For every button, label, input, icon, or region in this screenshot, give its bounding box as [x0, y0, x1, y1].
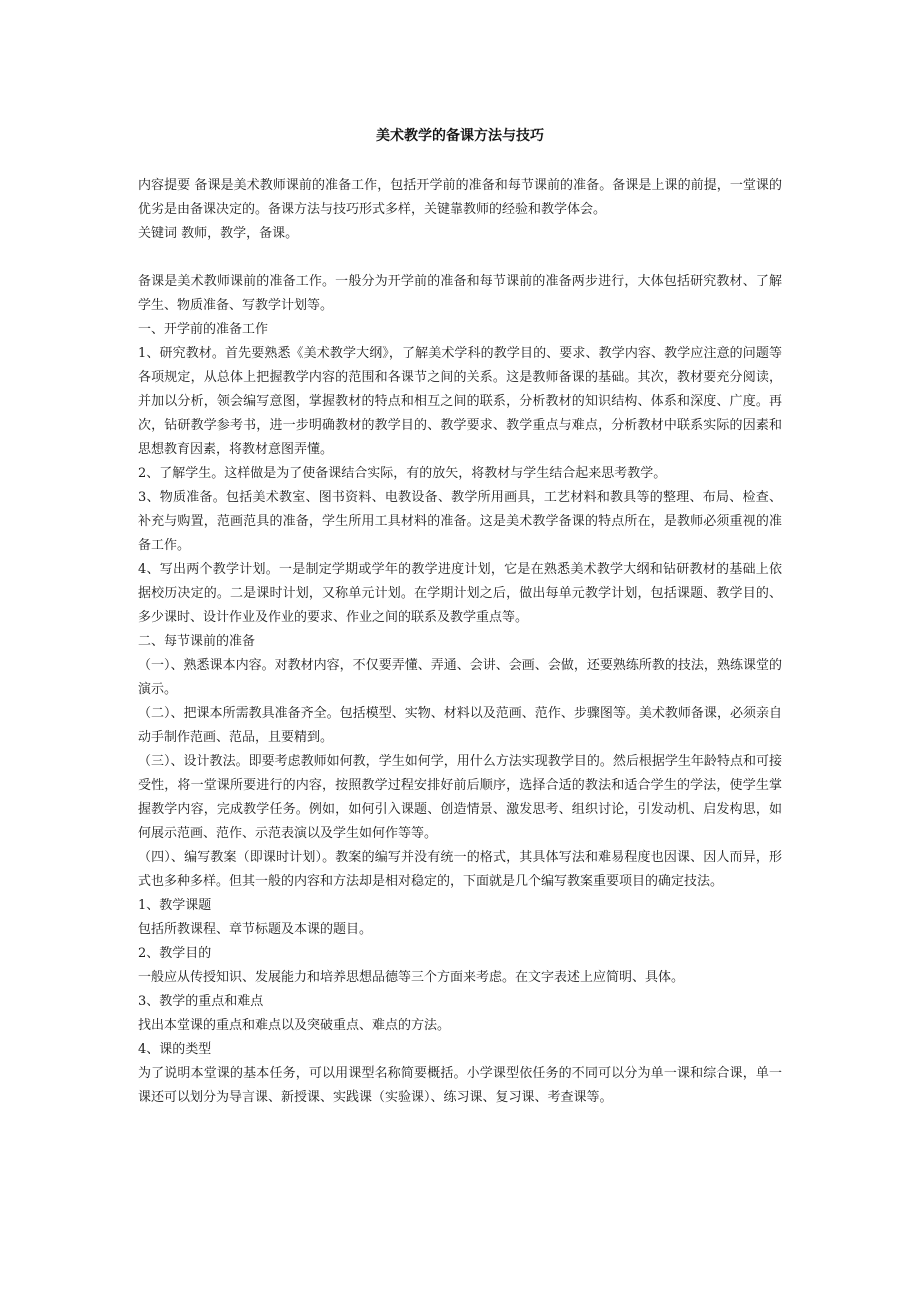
- body-paragraph: 2、了解学生。这样做是为了使备课结合实际，有的放矢，将教材与学生结合起来思考教学。: [138, 466, 667, 481]
- section-heading: 二、每节课前的准备: [138, 634, 256, 649]
- subsection-heading: 3、教学的重点和难点: [138, 994, 264, 1009]
- body-paragraph: 找出本堂课的重点和难点以及突破重点、难点的方法。: [138, 1018, 451, 1033]
- keywords: 关键词 教师，教学，备课。: [138, 226, 299, 241]
- body-paragraph: （二）、把课本所需教具准备齐全。包括模型、实物、材料以及范画、范作、步骤图等。美术教师备课，必须亲自动手制作范画、范品，且要精到。: [138, 706, 782, 745]
- body-paragraph: 1、研究教材。首先要熟悉《美术教学大纲》，了解美术学科的教学目的、要求、教学内容、教学应注意的问题等各项规定，从总体上把握教学内容的范围和各课节之间的关系。这是教师备课的基础。其次，教材要充分阅读，并加以分析，领会编写意图，掌握教材的特点和相互之间的联系，分析教材的知识结构、体系和深度、广度。再次，钻研教学参考书，进一步明确教材的教学目的、教学要求、教学重点与难点，分析教材中联系实际的因素和思想教育因素，将教材意图弄懂。: [138, 346, 782, 457]
- body-paragraph: 备课是美术教师课前的准备工作。一般分为开学前的准备和每节课前的准备两步进行，大体包括研究教材、了解学生、物质准备、写教学计划等。: [138, 274, 782, 313]
- body-paragraph: （一）、熟悉课本内容。对教材内容，不仅要弄懂、弄通、会讲、会画、会做，还要熟练所教的技法，熟练课堂的演示。: [138, 658, 782, 697]
- body-paragraph: 4、写出两个教学计划。一是制定学期或学年的教学进度计划，它是在熟悉美术教学大纲和钻研教材的基础上依据校历决定的。二是课时计划，又称单元计划。在学期计划之后，做出每单元教学计划，包括课题、教学目的、多少课时、设计作业及作业的要求、作业之间的联系及教学重点等。: [138, 562, 782, 625]
- body-paragraph: 一般应从传授知识、发展能力和培养思想品德等三个方面来考虑。在文字表述上应简明、具体。: [138, 970, 685, 985]
- section-heading: 一、开学前的准备工作: [138, 322, 269, 337]
- body-paragraph: 为了说明本堂课的基本任务，可以用课型名称简要概括。小学课型依任务的不同可以分为单一课和综合课，单一课还可以划分为导言课、新授课、实践课（实验课）、练习课、复习课、考查课等。: [138, 1066, 782, 1105]
- document-page: [138, 126, 782, 1110]
- abstract: 内容提要 备课是美术教师课前的准备工作，包括开学前的准备和每节课前的准备。备课是上课的前提，一堂课的优劣是由备课决定的。备课方法与技巧形式多样，关键靠教师的经验和教学体会。: [138, 178, 782, 217]
- subsection-heading: 1、教学课题: [138, 898, 212, 913]
- document-title: 美术教学的备课方法与技巧: [376, 128, 544, 144]
- body-paragraph: 3、物质准备。包括美术教室、图书资料、电教设备、教学所用画具，工艺材料和教具等的整理、布局、检查、补充与购置，范画范具的准备，学生所用工具材料的准备。这是美术教学备课的特点所在，是教师必须重视的准备工作。: [138, 490, 782, 553]
- subsection-heading: 4、课的类型: [138, 1042, 212, 1057]
- subsection-heading: 2、教学目的: [138, 946, 212, 961]
- spacer: [138, 246, 782, 270]
- body-paragraph: 包括所教课程、章节标题及本课的题目。: [138, 922, 373, 937]
- body-paragraph: （三）、设计教法。即要考虑教师如何教，学生如何学，用什么方法实现教学目的。然后根据学生年龄特点和可接受性，将一堂课所要进行的内容，按照教学过程安排好前后顺序，选择合适的教法和适合学生的学法，使学生掌握教学内容，完成教学任务。例如，如何引入课题、创造情景、激发思考、组织讨论，引发动机、启发构思，如何展示范画、范作、示范表演以及学生如何作等等。: [138, 754, 782, 841]
- body-paragraph: （四）、编写教案（即课时计划）。教案的编写并没有统一的格式，其具体写法和难易程度也因课、因人而异，形式也多种多样。但其一般的内容和方法却是相对稳定的，下面就是几个编写教案重要项目的确定技法。: [138, 850, 782, 889]
